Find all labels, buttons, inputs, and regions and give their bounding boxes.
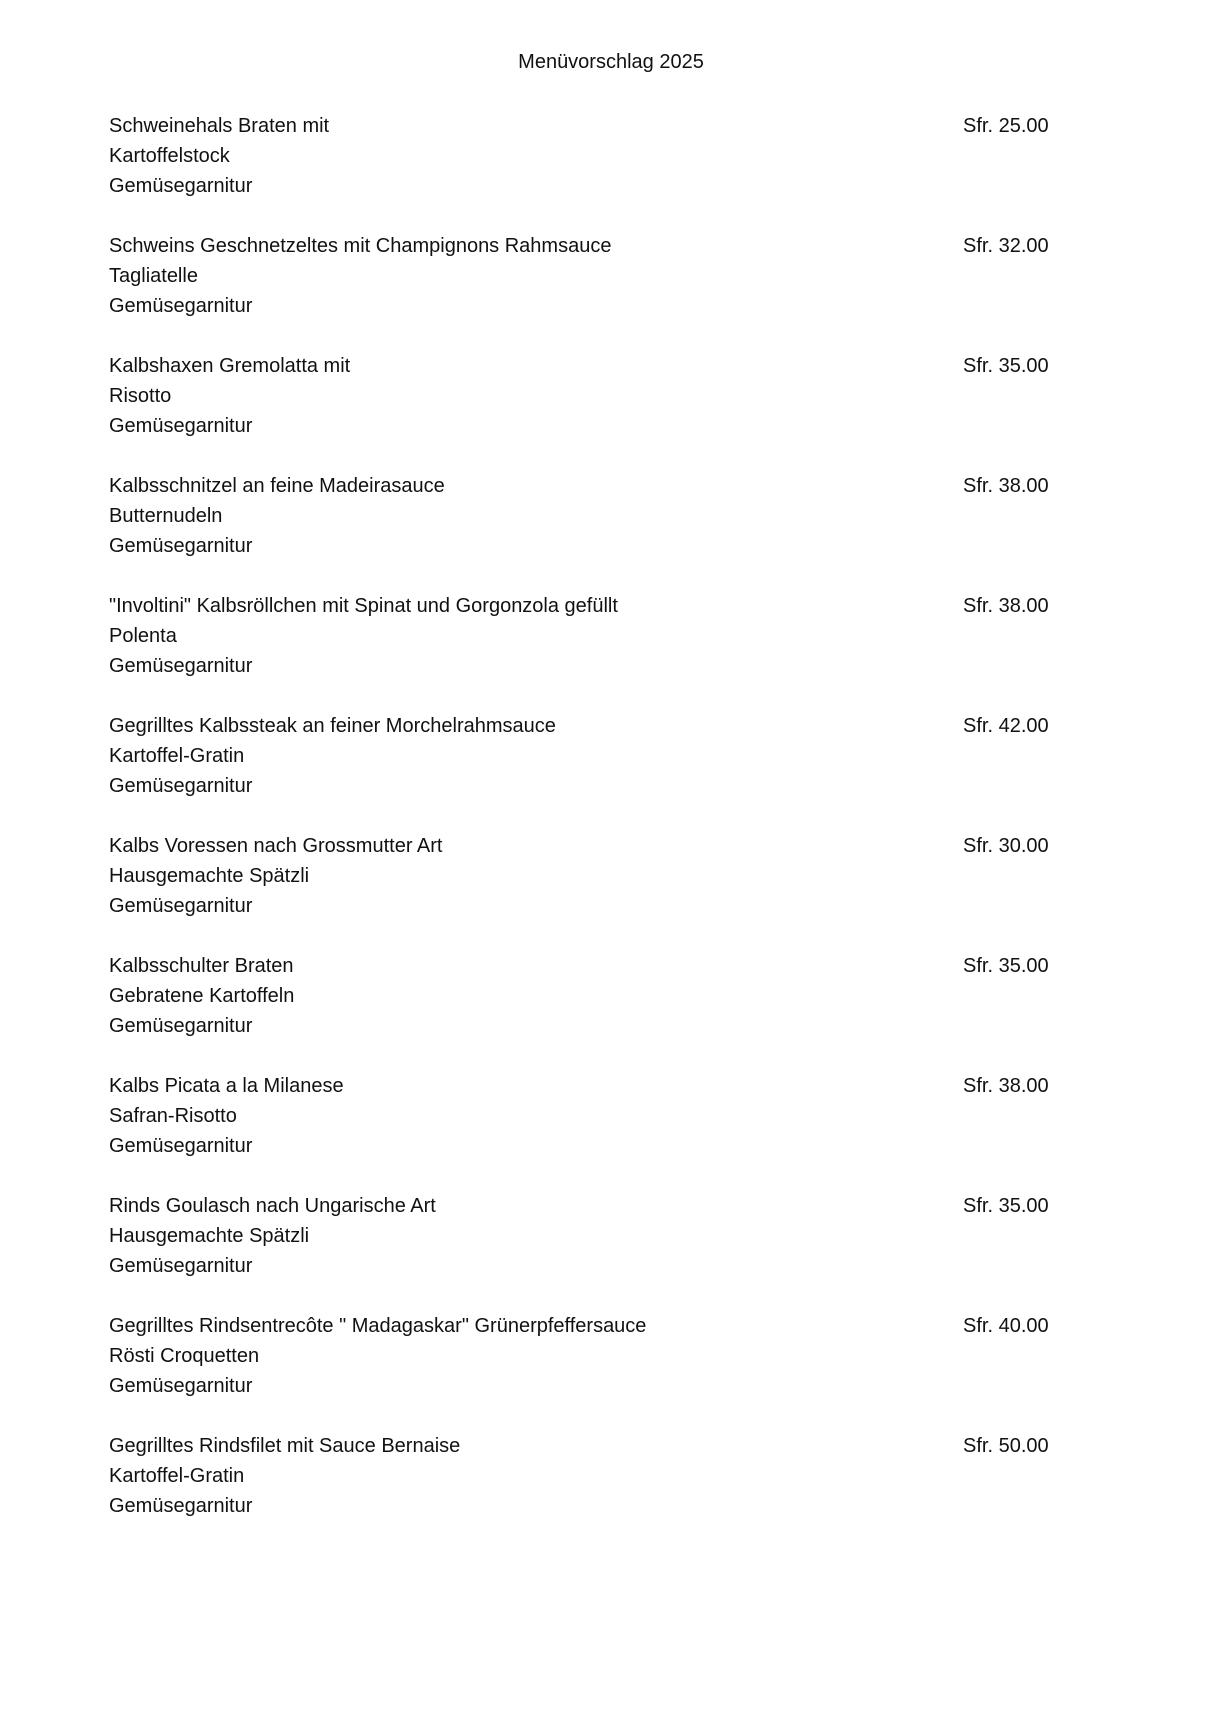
menu-item <box>109 1431 1109 1551</box>
menu-item <box>109 471 1109 591</box>
dish-price: Sfr. 42.00 <box>963 715 1049 737</box>
dish-name: Gegrilltes Rindsfilet mit Sauce Bernaise <box>109 1435 461 1457</box>
dish-garnish: Gemüsegarnitur <box>109 1375 253 1397</box>
dish-name: Rinds Goulasch nach Ungarische Art <box>109 1195 436 1217</box>
dish-side: Polenta <box>109 625 177 647</box>
dish-side: Safran-Risotto <box>109 1105 237 1127</box>
dish-name: Kalbshaxen Gremolatta mit <box>109 355 351 377</box>
dish-side: Gebratene Kartoffeln <box>109 985 295 1007</box>
dish-name: Gegrilltes Kalbssteak an feiner Morchelrahmsauce <box>109 715 556 737</box>
dish-side: Butternudeln <box>109 505 223 527</box>
dish-garnish: Gemüsegarnitur <box>109 895 253 917</box>
dish-side: Kartoffelstock <box>109 145 230 167</box>
menu-item <box>109 951 1109 1071</box>
dish-garnish: Gemüsegarnitur <box>109 655 253 677</box>
dish-garnish: Gemüsegarnitur <box>109 535 253 557</box>
dish-price: Sfr. 32.00 <box>963 235 1049 257</box>
menu-item <box>109 711 1109 831</box>
dish-price: Sfr. 38.00 <box>963 1075 1049 1097</box>
dish-price: Sfr. 35.00 <box>963 355 1049 377</box>
dish-price: Sfr. 35.00 <box>963 955 1049 977</box>
dish-price: Sfr. 38.00 <box>963 475 1049 497</box>
dish-garnish: Gemüsegarnitur <box>109 415 253 437</box>
dish-garnish: Gemüsegarnitur <box>109 775 253 797</box>
dish-side: Hausgemachte Spätzli <box>109 1225 310 1247</box>
menu-item <box>109 1071 1109 1191</box>
dish-side: Kartoffel-Gratin <box>109 745 245 767</box>
dish-price: Sfr. 25.00 <box>963 115 1049 137</box>
menu-item <box>109 351 1109 471</box>
menu-item <box>109 1191 1109 1311</box>
page-title: Menüvorschlag 2025 <box>518 51 704 73</box>
dish-side: Risotto <box>109 385 172 407</box>
dish-price: Sfr. 38.00 <box>963 595 1049 617</box>
dish-price: Sfr. 40.00 <box>963 1315 1049 1337</box>
dish-name: Kalbsschnitzel an feine Madeirasauce <box>109 475 445 497</box>
menu-item <box>109 111 1109 231</box>
menu-item <box>109 831 1109 951</box>
dish-side: Rösti Croquetten <box>109 1345 260 1367</box>
dish-price: Sfr. 35.00 <box>963 1195 1049 1217</box>
dish-name: Kalbs Picata a la Milanese <box>109 1075 344 1097</box>
menu-item <box>109 1311 1109 1431</box>
dish-garnish: Gemüsegarnitur <box>109 175 253 197</box>
dish-side: Tagliatelle <box>109 265 198 287</box>
dish-name: Gegrilltes Rindsentrecôte " Madagaskar" Grünerpfeffersauce <box>109 1315 647 1337</box>
dish-garnish: Gemüsegarnitur <box>109 1255 253 1277</box>
dish-garnish: Gemüsegarnitur <box>109 1015 253 1037</box>
dish-garnish: Gemüsegarnitur <box>109 1135 253 1157</box>
dish-price: Sfr. 30.00 <box>963 835 1049 857</box>
menu-list <box>109 111 1109 1551</box>
dish-name: Kalbsschulter Braten <box>109 955 294 977</box>
dish-garnish: Gemüsegarnitur <box>109 295 253 317</box>
dish-side: Kartoffel-Gratin <box>109 1465 245 1487</box>
dish-name: Kalbs Voressen nach Grossmutter Art <box>109 835 443 857</box>
dish-name: Schweins Geschnetzeltes mit Champignons Rahmsauce <box>109 235 612 257</box>
dish-name: "Involtini" Kalbsröllchen mit Spinat und Gorgonzola gefüllt <box>109 595 618 617</box>
dish-price: Sfr. 50.00 <box>963 1435 1049 1457</box>
menu-item <box>109 231 1109 351</box>
menu-item <box>109 591 1109 711</box>
dish-garnish: Gemüsegarnitur <box>109 1495 253 1517</box>
dish-side: Hausgemachte Spätzli <box>109 865 310 887</box>
dish-name: Schweinehals Braten mit <box>109 115 330 137</box>
